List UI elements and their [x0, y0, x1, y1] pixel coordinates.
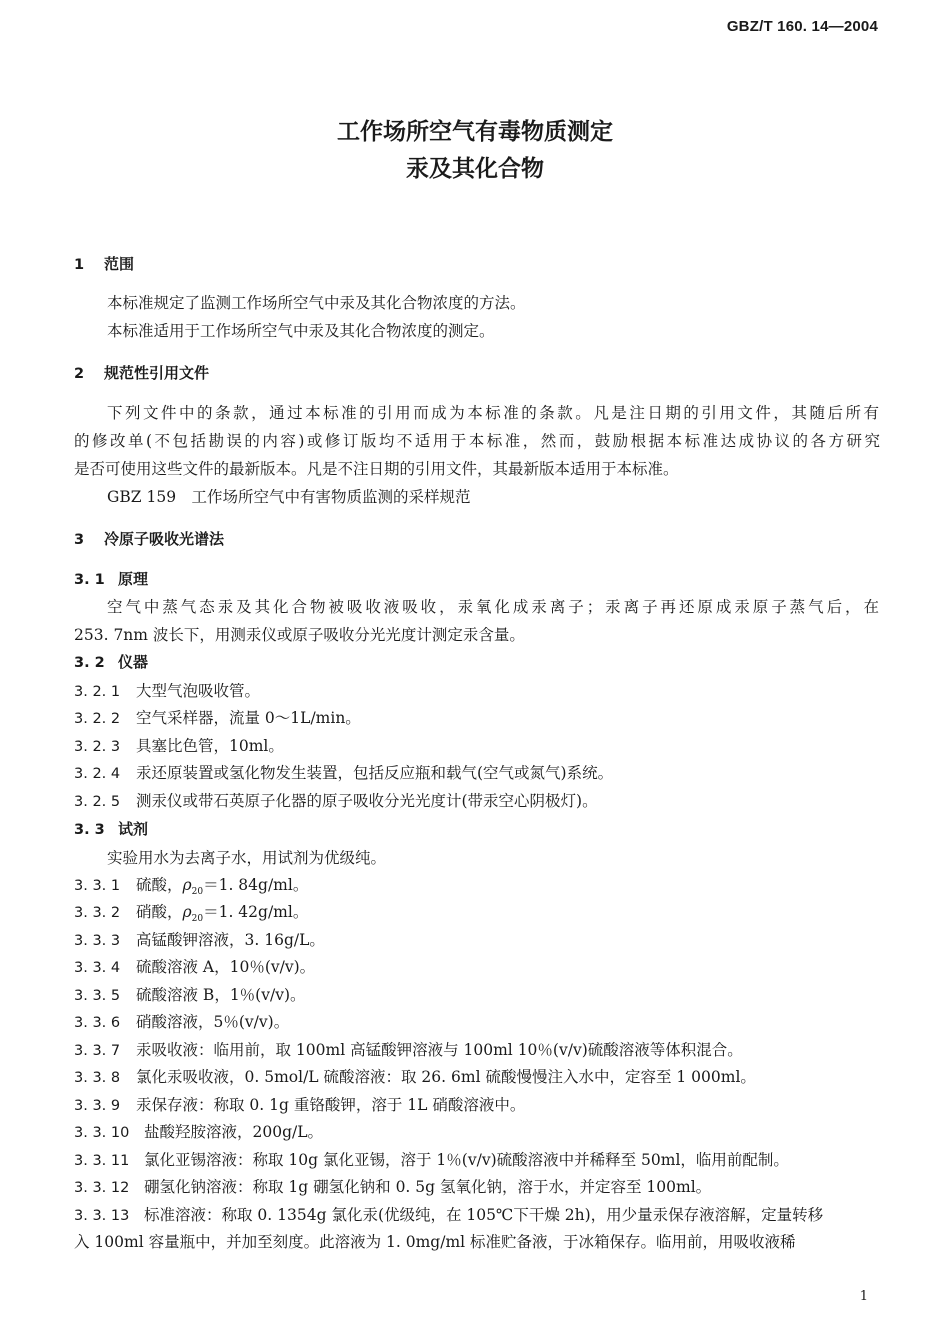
normative-reference: GBZ 159 工作场所空气中有害物质监测的采样规范: [107, 488, 471, 506]
instrument-item: [74, 789, 598, 811]
section-2-paragraph-line-1: 下列文件中的条款，通过本标准的引用而成为本标准的条款。凡是注日期的引用文件，其随后所有: [107, 404, 879, 422]
clause-text: 硼氢化钠溶液：称取 1g 硼氢化钠和 0. 5g 氢氧化钠，溶于水，并定容至 100ml。: [144, 1178, 712, 1196]
reagent-item: [74, 1203, 823, 1225]
reagent-item: [74, 1093, 525, 1115]
section-title: 仪器: [118, 653, 149, 671]
section-number: 3: [74, 532, 85, 548]
reagent-item-continuation: 入 100ml 容量瓶中，并加至刻度。此溶液为 1. 0mg/ml 标准贮备液，于冰箱保存。临用前，用吸收液稀: [74, 1233, 796, 1251]
clause-number: 3. 3. 3: [74, 933, 121, 949]
section-title: 冷原子吸收光谱法: [104, 530, 225, 548]
page-number: 1: [859, 1289, 868, 1304]
section-2-paragraph-line-3: 是否可使用这些文件的最新版本。凡是不注日期的引用文件，其最新版本适用于本标准。: [74, 460, 679, 478]
clause-text: 高锰酸钾溶液，3. 16g/L。: [136, 931, 325, 949]
density-symbol: ρ: [182, 903, 192, 921]
section-title: 试剂: [118, 820, 149, 838]
clause-text: 标准溶液：称取 0. 1354g 氯化汞(优级纯，在 105℃下干燥 2h)，用少量汞保存液溶解，定量转移: [144, 1206, 824, 1224]
principle-line-2: 253. 7nm 波长下，用测汞仪或原子吸收分光光度计测定汞含量。: [74, 626, 525, 644]
clause-text: 盐酸羟胺溶液，200g/L。: [144, 1123, 324, 1141]
reagent-intro: 实验用水为去离子水，用试剂为优级纯。: [107, 849, 387, 867]
document-title-line2: 汞及其化合物: [406, 156, 544, 182]
reagent-item: [74, 1010, 289, 1032]
clause-number: 3. 2. 3: [74, 739, 121, 755]
clause-number: 3. 3. 6: [74, 1015, 121, 1031]
reagent-item: [74, 1065, 756, 1087]
section-title: 原理: [118, 570, 149, 588]
clause-text: 汞保存液：称取 0. 1g 重铬酸钾，溶于 1L 硝酸溶液中。: [136, 1096, 526, 1114]
clause-number: 3. 3. 2: [74, 905, 121, 921]
reagent-item: [74, 1148, 789, 1170]
section-2-heading: [74, 362, 209, 383]
section-number: 1: [74, 257, 85, 273]
clause-number: 3. 2. 4: [74, 766, 121, 782]
clause-number: 3. 3. 10: [74, 1125, 130, 1141]
clause-number: 3. 3. 5: [74, 988, 121, 1004]
reagent-item: [74, 873, 308, 897]
section-1-paragraph-2: 本标准适用于工作场所空气中汞及其化合物浓度的测定。: [107, 322, 495, 340]
section-number: 2: [74, 366, 85, 382]
instrument-item: [74, 761, 613, 783]
instrument-item: [74, 734, 284, 756]
section-3-heading: [74, 528, 224, 549]
reagent-item: [74, 983, 306, 1005]
density-symbol: ρ: [182, 876, 192, 894]
subsection-3-3-heading: [74, 818, 148, 839]
subsection-3-1-heading: [74, 568, 148, 589]
clause-text: 氯化亚锡溶液：称取 10g 氯化亚锡，溶于 1％(v/v)硫酸溶液中并稀释至 50ml，临用前配制。: [144, 1151, 789, 1169]
document-title-line1: 工作场所空气有毒物质测定: [337, 119, 613, 145]
clause-number: 3. 3. 8: [74, 1070, 121, 1086]
reagent-item: [74, 928, 325, 950]
clause-text: 汞还原装置或氢化物发生装置，包括反应瓶和载气(空气或氮气)系统。: [136, 764, 614, 782]
clause-number: 3. 3. 11: [74, 1153, 130, 1169]
clause-number: 3. 3. 12: [74, 1180, 130, 1196]
clause-number: 3. 3. 7: [74, 1043, 121, 1059]
clause-number: 3. 3. 1: [74, 878, 121, 894]
clause-text: 空气采样器，流量 0～1L/min。: [136, 709, 361, 727]
instrument-item: [74, 679, 260, 701]
subsection-3-2-heading: [74, 651, 148, 672]
section-title: 规范性引用文件: [104, 364, 210, 382]
clause-text: 大型气泡吸收管。: [136, 682, 261, 700]
clause-number: 3. 3. 4: [74, 960, 121, 976]
clause-number: 3. 2. 2: [74, 711, 121, 727]
principle-line-1: 空气中蒸气态汞及其化合物被吸收液吸收，汞氧化成汞离子；汞离子再还原成汞原子蒸气后，在: [107, 598, 879, 616]
section-title: 范围: [104, 255, 135, 273]
reagent-item: [74, 955, 315, 977]
section-number: 3. 1: [74, 572, 105, 588]
section-number: 3. 2: [74, 655, 105, 671]
clause-text: 硫酸溶液 A，10％(v/v)。: [136, 958, 316, 976]
reagent-item: [74, 1120, 323, 1142]
clause-text: 汞吸收液：临用前，取 100ml 高锰酸钾溶液与 100ml 10％(v/v)硫酸溶液等体积混合。: [136, 1041, 743, 1059]
reagent-item: [74, 1038, 743, 1060]
clause-number: 3. 3. 9: [74, 1098, 121, 1114]
reagent-item: [74, 900, 308, 924]
section-1-paragraph-1: 本标准规定了监测工作场所空气中汞及其化合物浓度的方法。: [107, 294, 526, 312]
clause-number: 3. 3. 13: [74, 1208, 130, 1224]
clause-text: 硝酸溶液，5％(v/v)。: [136, 1013, 290, 1031]
clause-number: 3. 2. 1: [74, 684, 121, 700]
reagent-item: [74, 1175, 711, 1197]
clause-number: 3. 2. 5: [74, 794, 121, 810]
clause-text: ＝1. 42g/ml。: [203, 903, 309, 921]
clause-text: 硫酸溶液 B，1％(v/v)。: [136, 986, 306, 1004]
section-1-heading: [74, 253, 134, 274]
clause-text: 氯化汞吸收液，0. 5mol/L 硫酸溶液：取 26. 6ml 硫酸慢慢注入水中，定容至 1 000ml。: [136, 1068, 756, 1086]
instrument-item: [74, 706, 361, 728]
clause-text: 硝酸，: [136, 903, 183, 921]
section-number: 3. 3: [74, 822, 105, 838]
clause-text: 测汞仪或带石英原子化器的原子吸收分光光度计(带汞空心阴极灯)。: [136, 792, 598, 810]
section-2-paragraph-line-2: 的修改单(不包括勘误的内容)或修订版均不适用于本标准，然而，鼓励根据本标准达成协议的各方研究: [74, 432, 880, 450]
clause-text: 硫酸，: [136, 876, 183, 894]
standard-code: GBZ/T 160. 14—2004: [726, 18, 878, 35]
density-subscript: 20: [191, 887, 204, 898]
clause-text: ＝1. 84g/ml。: [203, 876, 309, 894]
density-subscript: 20: [191, 914, 204, 925]
clause-text: 具塞比色管，10ml。: [136, 737, 284, 755]
